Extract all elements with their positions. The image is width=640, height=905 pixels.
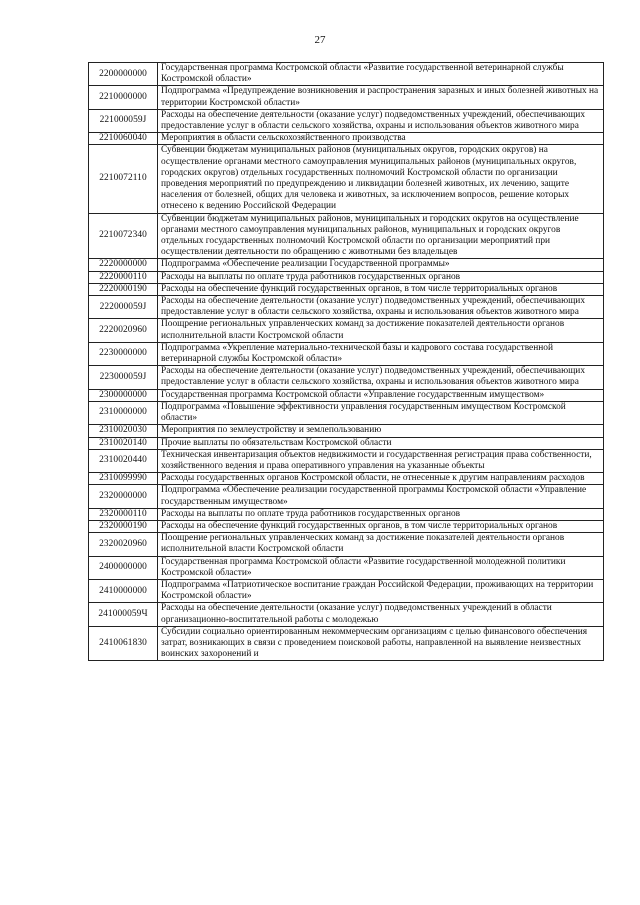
budget-codes-table (88, 62, 604, 661)
budget-code-cell: 2320000190 (89, 520, 158, 532)
description-cell: Расходы на выплаты по оплате труда работников государственных органов (158, 508, 604, 520)
budget-code-cell: 2300000000 (89, 389, 158, 401)
budget-code-cell: 2210072110 (89, 145, 158, 213)
table-row (89, 283, 604, 295)
description-cell: Субсидии социально ориентированным некоммерческим организациям с целью финансового обеспечения затрат, возникающих в связи с проведением поисковой работы, направленной на выявление неизвестных воинских захоронений и (158, 626, 604, 661)
budget-code-cell: 2220000000 (89, 259, 158, 271)
table-row (89, 271, 604, 283)
budget-code-cell: 2220000190 (89, 283, 158, 295)
description-cell: Субвенции бюджетам муниципальных районов, муниципальных и городских округов на осуществление органами местного самоуправления муниципальных районов, муниципальных и городских округов отдельных государственных полномочий Костромской области по организации мероприятий при осуществлении деятельности по обращению с животными без владельцев (158, 213, 604, 259)
budget-code-cell: 221000059J (89, 109, 158, 132)
table-body (89, 63, 604, 661)
table-row (89, 366, 604, 389)
description-cell: Подпрограмма «Предупреждение возникновения и распространения заразных и иных болезней животных на территории Костромской области» (158, 86, 604, 109)
budget-code-cell: 2310099990 (89, 473, 158, 485)
budget-code-cell: 2200000000 (89, 63, 158, 86)
table-row (89, 109, 604, 132)
table-row (89, 259, 604, 271)
description-cell: Мероприятия в области сельскохозяйственного производства (158, 133, 604, 145)
budget-code-cell: 222000059J (89, 296, 158, 319)
budget-code-cell: 2230000000 (89, 342, 158, 365)
table-row (89, 145, 604, 213)
description-cell: Расходы на обеспечение деятельности (оказание услуг) подведомственных учреждений, обеспечивающих предоставление услуг в области сельского хозяйства, охраны и использования объектов животного мира (158, 109, 604, 132)
page-number: 27 (314, 34, 326, 46)
budget-code-cell: 2320000000 (89, 485, 158, 508)
description-cell: Техническая инвентаризация объектов недвижимости и государственная регистрация права собственности, хозяйственного ведения и права оперативного управления на указанные объекты (158, 449, 604, 472)
description-cell: Государственная программа Костромской области «Управление государственным имуществом» (158, 389, 604, 401)
description-cell: Государственная программа Костромской области «Развитие государственной молодежной политики Костромской области» (158, 556, 604, 579)
budget-code-cell: 2410000000 (89, 579, 158, 602)
description-cell: Подпрограмма «Укрепление материально-технической базы и кадрового состава государственной ветеринарной службы Костромской области» (158, 342, 604, 365)
budget-code-cell: 2220020960 (89, 319, 158, 342)
description-cell: Расходы на обеспечение функций государственных органов, в том числе территориальных органов (158, 520, 604, 532)
description-cell: Поощрение региональных управленческих команд за достижение показателей деятельности органов исполнительной власти Костромской области (158, 533, 604, 556)
description-cell: Расходы на обеспечение деятельности (оказание услуг) подведомственных учреждений в области организационно-воспитательной работы с молодежью (158, 603, 604, 626)
description-cell: Расходы на обеспечение деятельности (оказание услуг) подведомственных учреждений, обеспечивающих предоставление услуг в области сельского хозяйства, охраны и использования объектов животного мира (158, 366, 604, 389)
table-row (89, 425, 604, 437)
table-row (89, 401, 604, 424)
budget-code-cell: 2220000110 (89, 271, 158, 283)
budget-code-cell: 241000059Ч (89, 603, 158, 626)
description-cell: Расходы на обеспечение деятельности (оказание услуг) подведомственных учреждений, обеспечивающих предоставление услуг в области сельского хозяйства, охраны и использования объектов животного мира (158, 296, 604, 319)
description-cell: Расходы на обеспечение функций государственных органов, в том числе территориальных органов (158, 283, 604, 295)
description-cell: Мероприятия по землеустройству и землепользованию (158, 425, 604, 437)
description-cell: Подпрограмма «Патриотическое воспитание граждан Российской Федерации, проживающих на территории Костромской области» (158, 579, 604, 602)
budget-code-cell: 2320000110 (89, 508, 158, 520)
description-cell: Расходы на выплаты по оплате труда работников государственных органов (158, 271, 604, 283)
description-cell: Поощрение региональных управленческих команд за достижение показателей деятельности органов исполнительной власти Костромской области (158, 319, 604, 342)
table-row (89, 437, 604, 449)
budget-code-cell: 2310020140 (89, 437, 158, 449)
table-row (89, 556, 604, 579)
table-row (89, 579, 604, 602)
table-row (89, 485, 604, 508)
table-row (89, 626, 604, 661)
description-cell: Субвенции бюджетам муниципальных районов (муниципальных округов, городских округов) на осуществление органами местного самоуправления муниципальных районов (муниципальных округов, городских округов) отдельных государственных полномочий Костромской области по организации проведения мероприятий по предупреждению и ликвидации болезней животных, их лечению, защите населения от болезней, общих для человека и животных, за исключением вопросов, решение которых отнесено к ведению Российской Федерации (158, 145, 604, 213)
table-row (89, 389, 604, 401)
table-row (89, 342, 604, 365)
description-cell: Государственная программа Костромской области «Развитие государственной ветеринарной службы Костромской области» (158, 63, 604, 86)
table-row (89, 319, 604, 342)
table-row (89, 508, 604, 520)
budget-code-cell: 2210072340 (89, 213, 158, 259)
table-row (89, 296, 604, 319)
table-row (89, 213, 604, 259)
budget-code-cell: 2210000000 (89, 86, 158, 109)
table-row (89, 520, 604, 532)
description-cell: Прочие выплаты по обязательствам Костромской области (158, 437, 604, 449)
table-row (89, 133, 604, 145)
table-row (89, 533, 604, 556)
table-row (89, 63, 604, 86)
table-row (89, 473, 604, 485)
budget-code-cell: 2320020960 (89, 533, 158, 556)
budget-code-cell: 2400000000 (89, 556, 158, 579)
description-cell: Подпрограмма «Обеспечение реализации государственной программы Костромской области «Управление государственным имуществом» (158, 485, 604, 508)
budget-code-cell: 2310020440 (89, 449, 158, 472)
budget-code-cell: 2310000000 (89, 401, 158, 424)
description-cell: Расходы государственных органов Костромской области, не отнесенные к другим направлениям расходов (158, 473, 604, 485)
budget-code-cell: 223000059J (89, 366, 158, 389)
budget-code-cell: 2210060040 (89, 133, 158, 145)
budget-code-cell: 2410061830 (89, 626, 158, 661)
table-row (89, 86, 604, 109)
table-row (89, 449, 604, 472)
table-row (89, 603, 604, 626)
budget-code-cell: 2310020030 (89, 425, 158, 437)
description-cell: Подпрограмма «Обеспечение реализации Государственной программы» (158, 259, 604, 271)
description-cell: Подпрограмма «Повышение эффективности управления государственным имуществом Костромской области» (158, 401, 604, 424)
